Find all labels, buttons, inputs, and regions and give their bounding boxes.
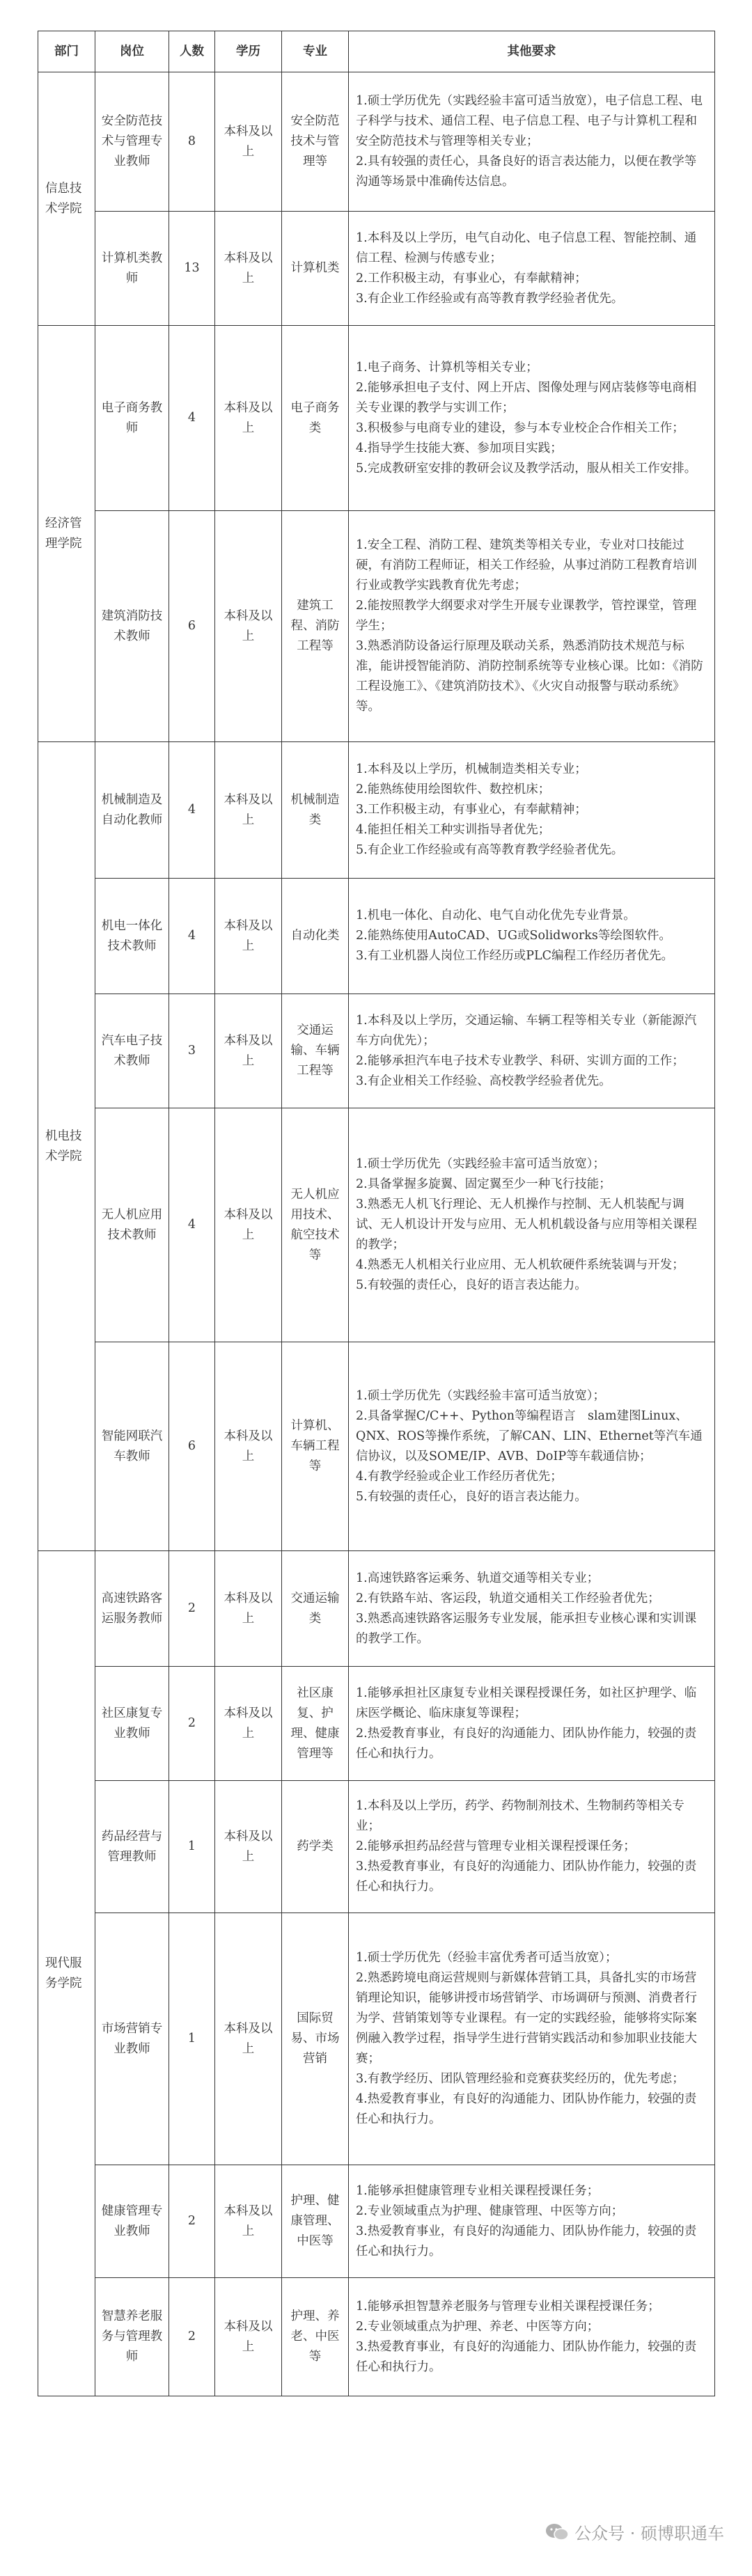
position-cell: 安全防范技术与管理专业教师 [95,72,169,212]
header-requirements: 其他要求 [349,31,715,72]
count-cell: 4 [169,879,215,994]
requirements-cell [349,1667,715,1781]
count-cell: 4 [169,742,215,879]
requirements-cell [349,1913,715,2165]
count-cell: 6 [169,511,215,742]
education-cell: 本科及以上 [215,1667,282,1781]
requirement-line: 4.热爱教育事业，有良好的沟通能力、团队协作能力，较强的责任心和执行力。 [356,2092,697,2126]
requirement-line: 2.专业领域重点为护理、健康管理、中医等方向； [356,2204,624,2218]
education-cell: 本科及以上 [215,2165,282,2278]
table-body [38,72,715,2396]
requirements-cell [349,1108,715,1342]
requirement-line: 1.机电一体化、自动化、电气自动化优先专业背景。 [356,909,636,922]
position-cell: 药品经营与管理教师 [95,1781,169,1913]
requirement-line: 5.完成教研室安排的教研会议及教学活动，服从相关工作安排。 [356,461,697,476]
requirement-line: 2.能够承担电子支付、网上开店、图像处理与网店装修等电商相关专业课的教学与实训工作； [356,380,697,415]
requirements-cell [349,511,715,742]
requirement-line: 1.能够承担健康管理专业相关课程授课任务； [356,2183,600,2198]
requirements-cell [349,326,715,511]
requirements-cell [349,1551,715,1667]
requirement-line: 2.具有较强的责任心，具备良好的语言表达能力，以便在教学等沟通等场景中准确传达信息。 [356,155,697,189]
wechat-icon [545,2522,569,2542]
position-cell: 社区康复专业教师 [95,1667,169,1781]
major-cell: 建筑工程、消防工程等 [282,511,349,742]
count-cell: 1 [169,1781,215,1913]
requirement-line: 3.有教学经历、团队管理经验和竞赛获奖经历的，优先考虑； [356,2072,684,2086]
requirement-line: 3.有企业相关工作经验、高校教学经验者优先。 [356,1074,611,1088]
major-cell: 药学类 [282,1781,349,1913]
recruitment-table [38,31,715,2396]
position-cell: 高速铁路客运服务教师 [95,1551,169,1667]
table-row [38,1108,715,1342]
dept-cell: 信息技术学院 [38,72,95,326]
education-cell: 本科及以上 [215,1108,282,1342]
table-row [38,1551,715,1667]
table-row [38,994,715,1108]
header-count: 人数 [169,31,215,72]
requirement-line: 2.能熟练使用AutoCAD、UG或Solidworks等绘图软件。 [356,929,671,943]
education-cell: 本科及以上 [215,326,282,511]
dept-cell: 经济管理学院 [38,326,95,742]
requirement-line: 2.熟悉跨境电商运营规则与新媒体营销工具，具备扎实的市场营销理论知识，能够讲授市场营销学、市场调研与预测、消费者行为学、营销策划等专业课程。有一定的实践经验，能够将实际案例融入教学过程，指导学生进行营销实践活动和参加职业技能大赛； [356,1971,697,2066]
dept-cell: 现代服务学院 [38,1551,95,2396]
major-cell: 安全防范技术与管理等 [282,72,349,212]
major-cell: 护理、养老、中医等 [282,2278,349,2396]
requirements-cell [349,1781,715,1913]
requirement-line: 3.热爱教育事业，有良好的沟通能力、团队协作能力，较强的责任心和执行力。 [356,2224,697,2259]
requirement-line: 1.本科及以上学历，电气自动化、电子信息工程、智能控制、通信工程、检测与传感专业； [356,230,697,265]
count-cell: 4 [169,1108,215,1342]
header-dept: 部门 [38,31,95,72]
count-cell: 2 [169,1667,215,1781]
requirement-line: 2.能按照教学大纲要求对学生开展专业课教学，管控课堂，管理学生； [356,599,697,633]
requirement-line: 1.本科及以上学历，交通运输、车辆工程等相关专业（新能源汽车方向优先）； [356,1013,697,1048]
requirement-line: 2.能够承担药品经营与管理专业相关课程授课任务； [356,1839,636,1853]
requirements-cell [349,2165,715,2278]
requirement-line: 2.具备掌握多旋翼、固定翼至少一种飞行技能； [356,1177,611,1191]
header-position: 岗位 [95,31,169,72]
position-cell: 建筑消防技术教师 [95,511,169,742]
table-row [38,879,715,994]
requirement-line: 2.具备掌握C/C++、Python等编程语言 slam建图Linux、QNX、ROS等操作系统，了解CAN、LIN、Ethernet等汽车通信协议，以及SOME/IP、AVB、DoIP等车载通信协； [356,1408,703,1463]
major-cell: 机械制造类 [282,742,349,879]
requirement-line: 3.熟悉高速铁路客运服务专业发展，能承担专业核心课和实训课的教学工作。 [356,1611,697,1646]
watermark-text: 公众号 · 硕博职通车 [574,2524,724,2543]
position-cell: 机电一体化技术教师 [95,879,169,994]
major-cell: 交通运输、车辆工程等 [282,994,349,1108]
requirement-line: 5.有较强的责任心，良好的语言表达能力。 [356,1489,587,1504]
table-row [38,742,715,879]
education-cell: 本科及以上 [215,742,282,879]
position-cell: 计算机类教师 [95,212,169,326]
position-cell: 市场营销专业教师 [95,1913,169,2165]
wechat-watermark [545,2520,724,2544]
position-cell: 汽车电子技术教师 [95,994,169,1108]
requirement-line: 3.热爱教育事业，有良好的沟通能力、团队协作能力，较强的责任心和执行力。 [356,1860,697,1894]
major-cell: 护理、健康管理、中医等 [282,2165,349,2278]
requirements-cell [349,1342,715,1551]
requirement-line: 3.有企业工作经验或有高等教育教学经验者优先。 [356,291,624,306]
requirement-line: 1.硕士学历优先（实践经验丰富可适当放宽），电子信息工程、电子科学与技术、通信工程、电子信息工程、电子与计算机工程和安全防范技术与管理等相关专业； [356,94,703,148]
requirement-line: 4.熟悉无人机相关行业应用、无人机软硬件系统装调与开发； [356,1258,684,1272]
count-cell: 8 [169,72,215,212]
table-row [38,72,715,212]
position-cell: 智能网联汽车教师 [95,1342,169,1551]
major-cell: 无人机应用技术、航空技术等 [282,1108,349,1342]
position-cell: 机械制造及自动化教师 [95,742,169,879]
requirement-line: 1.高速铁路客运乘务、轨道交通等相关专业； [356,1571,600,1585]
count-cell: 2 [169,2165,215,2278]
requirements-cell [349,742,715,879]
count-cell: 4 [169,326,215,511]
requirements-cell [349,879,715,994]
education-cell: 本科及以上 [215,511,282,742]
header-education: 学历 [215,31,282,72]
education-cell: 本科及以上 [215,1551,282,1667]
requirement-line: 2.工作积极主动，有事业心，有奉献精神； [356,271,587,285]
requirement-line: 5.有企业工作经验或有高等教育教学经验者优先。 [356,843,624,857]
position-cell: 智慧养老服务与管理教师 [95,2278,169,2396]
requirement-line: 3.熟悉消防设备运行原理及联动关系，熟悉消防技术规范与标准，能讲授智能消防、消防控制系统等专业核心课。比如：《消防工程设施工》、《建筑消防技术》、《火灾自动报警与联动系统》等。 [356,639,703,714]
requirement-line: 2.能熟练使用绘图软件、数控机床； [356,783,551,796]
education-cell: 本科及以上 [215,1781,282,1913]
requirements-cell [349,212,715,326]
header-major: 专业 [282,31,349,72]
requirement-line: 1.硕士学历优先（实践经验丰富可适当放宽）； [356,1388,605,1403]
requirement-line: 1.本科及以上学历，机械制造类相关专业； [356,762,587,776]
education-cell: 本科及以上 [215,212,282,326]
requirement-line: 1.硕士学历优先（实践经验丰富可适当放宽）； [356,1157,605,1171]
requirement-line: 3.有工业机器人岗位工作经历或PLC编程工作经历者优先。 [356,949,673,963]
major-cell: 电子商务类 [282,326,349,511]
table-row [38,1913,715,2165]
requirement-line: 1.安全工程、消防工程、建筑类等相关专业，专业对口技能过硬，有消防工程师证，相关工作经验，从事过消防工程教育培训行业或教学实践教育优先考虑； [356,538,697,592]
major-cell: 社区康复、护理、健康管理等 [282,1667,349,1781]
count-cell: 13 [169,212,215,326]
education-cell: 本科及以上 [215,879,282,994]
count-cell: 3 [169,994,215,1108]
requirement-line: 3.熟悉无人机飞行理论、无人机操作与控制、无人机装配与调试、无人机设计开发与应用、无人机机载设备与应用等相关课程的教学； [356,1197,697,1252]
requirement-line: 4.有教学经验或企业工作经历者优先； [356,1469,563,1484]
requirement-line: 4.能担任相关工种实训指导者优先； [356,823,551,837]
table-row [38,2278,715,2396]
requirement-line: 1.能够承担社区康复专业相关课程授课任务，如社区护理学、临床医学概论、临床康复等课程； [356,1686,697,1720]
requirement-line: 3.积极参与电商专业的建设，参与本专业校企合作相关工作； [356,421,684,435]
requirement-line: 2.专业领域重点为护理、养老、中医等方向； [356,2319,600,2334]
education-cell: 本科及以上 [215,994,282,1108]
requirement-line: 2.能够承担汽车电子技术专业教学、科研、实训方面的工作； [356,1053,684,1068]
position-cell: 电子商务教师 [95,326,169,511]
education-cell: 本科及以上 [215,2278,282,2396]
requirement-line: 3.热爱教育事业，有良好的沟通能力、团队协作能力，较强的责任心和执行力。 [356,2339,697,2374]
major-cell: 计算机、车辆工程等 [282,1342,349,1551]
requirement-line: 3.工作积极主动，有事业心，有奉献精神； [356,803,587,817]
requirement-line: 2.热爱教育事业，有良好的沟通能力、团队协作能力，较强的责任心和执行力。 [356,1726,697,1761]
requirement-line: 1.硕士学历优先（经验丰富优秀者可适当放宽）； [356,1951,618,1965]
major-cell: 交通运输类 [282,1551,349,1667]
table-row [38,511,715,742]
dept-cell: 机电技术学院 [38,742,95,1551]
requirement-line: 2.有铁路车站、客运段，轨道交通相关工作经验者优先； [356,1591,660,1605]
education-cell: 本科及以上 [215,1342,282,1551]
position-cell: 无人机应用技术教师 [95,1108,169,1342]
table-row [38,1781,715,1913]
count-cell: 1 [169,1913,215,2165]
major-cell: 国际贸易、市场营销 [282,1913,349,2165]
position-cell: 健康管理专业教师 [95,2165,169,2278]
education-cell: 本科及以上 [215,72,282,212]
count-cell: 2 [169,1551,215,1667]
table-header-row [38,31,715,72]
requirements-cell [349,72,715,212]
table-row [38,326,715,511]
requirement-line: 1.电子商务、计算机等相关专业； [356,360,538,375]
requirement-line: 1.本科及以上学历，药学、药物制剂技术、生物制药等相关专业； [356,1799,684,1833]
table-row [38,212,715,326]
table-row [38,1342,715,1551]
recruitment-table-container [38,31,714,2396]
table-row [38,1667,715,1781]
requirements-cell [349,2278,715,2396]
major-cell: 自动化类 [282,879,349,994]
major-cell: 计算机类 [282,212,349,326]
count-cell: 6 [169,1342,215,1551]
table-row [38,2165,715,2278]
count-cell: 2 [169,2278,215,2396]
requirement-line: 1.能够承担智慧养老服务与管理专业相关课程授课任务； [356,2299,660,2314]
requirements-cell [349,994,715,1108]
requirement-line: 4.指导学生技能大赛、参加项目实践； [356,441,563,455]
requirement-line: 5.有较强的责任心，良好的语言表达能力。 [356,1278,587,1292]
education-cell: 本科及以上 [215,1913,282,2165]
